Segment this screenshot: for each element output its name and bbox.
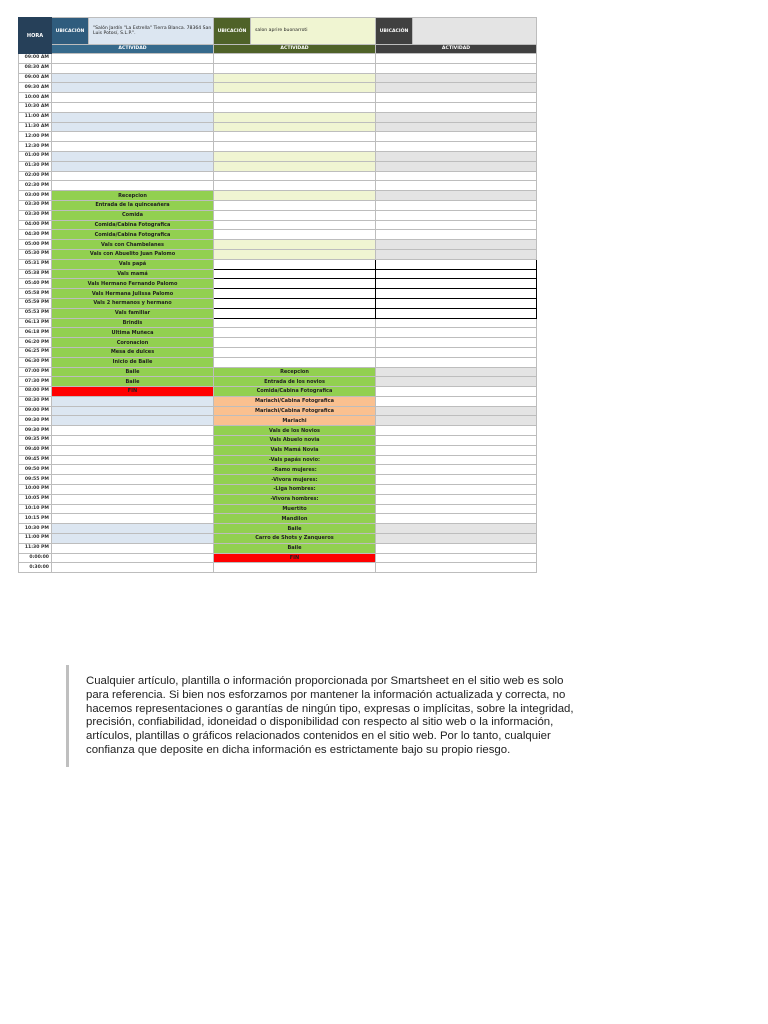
activity-cell-2[interactable]: Vals Mamá Novia — [214, 445, 376, 455]
activity-cell-3[interactable] — [376, 543, 537, 553]
activity-cell-3[interactable] — [376, 181, 537, 191]
activity-cell-1[interactable] — [52, 93, 214, 103]
hora-cell: 09:55 PM — [19, 475, 52, 485]
activity-cell-3[interactable] — [376, 200, 537, 210]
activity-cell-1[interactable] — [52, 181, 214, 191]
activity-cell-2[interactable]: Vals de los Novios — [214, 426, 376, 436]
activity-cell-2[interactable] — [214, 73, 376, 83]
activity-cell-3[interactable] — [376, 357, 537, 367]
activity-cell-1[interactable] — [52, 445, 214, 455]
hora-cell: 12:30 PM — [19, 142, 52, 152]
activity-cell-2[interactable]: Comida/Cabina Fotografica — [214, 387, 376, 397]
activity-cell-1[interactable]: Brindis — [52, 318, 214, 328]
hora-cell: 11:30 PM — [19, 543, 52, 553]
hora-cell: 03:30 PM — [19, 200, 52, 210]
activity-cell-1[interactable]: Vals con Chambelanes — [52, 240, 214, 250]
activity-cell-2[interactable] — [214, 357, 376, 367]
actividad-header-1: ACTIVIDAD — [52, 45, 214, 54]
table-row — [19, 475, 537, 485]
activity-cell-2[interactable] — [214, 112, 376, 122]
activity-cell-1[interactable] — [52, 465, 214, 475]
activity-cell-2[interactable] — [214, 308, 376, 318]
disclaimer-text: Cualquier artículo, plantilla o información proporcionada por Smartsheet en el sitio web es solo para referencia. Si bien nos esforzamos por mantener la información actualizada y correcta, no hacemos representaciones o garantías de ningún tipo, expresas o implícitas, sobre la integridad, precisión, confiabilidad, idoneidad o disponibilidad con respecto al sitio web o la información, artículos, plantillas o gráficos relacionados contenidos en el sitio web. Por lo tanto, cualquier confianza que deposite en dicha información es estrictamente bajo su propio riesgo. — [86, 675, 574, 756]
table-row — [19, 485, 537, 495]
table-row — [19, 142, 537, 152]
hora-cell: 06:30 PM — [19, 357, 52, 367]
activity-cell-2[interactable] — [214, 347, 376, 357]
hora-cell: 09:30 AM — [19, 83, 52, 93]
activity-cell-1[interactable]: Entrada de la quinceañera — [52, 200, 214, 210]
table-row — [19, 318, 537, 328]
activity-cell-3[interactable] — [376, 191, 537, 201]
table-row — [19, 191, 537, 201]
activity-cell-2[interactable] — [214, 122, 376, 132]
activity-cell-3[interactable] — [376, 161, 537, 171]
table-row — [19, 54, 537, 64]
activity-cell-3[interactable] — [376, 83, 537, 93]
actividad-header-2: ACTIVIDAD — [214, 45, 376, 54]
hora-cell: 11:00 PM — [19, 534, 52, 544]
activity-cell-2[interactable] — [214, 298, 376, 308]
activity-cell-1[interactable] — [52, 485, 214, 495]
activity-cell-2[interactable] — [214, 171, 376, 181]
activity-cell-2[interactable] — [214, 259, 376, 269]
table-row — [19, 504, 537, 514]
table-row — [19, 161, 537, 171]
table-row — [19, 524, 537, 534]
hora-cell: 09:30 PM — [19, 426, 52, 436]
activity-cell-3[interactable] — [376, 396, 537, 406]
activity-cell-1[interactable] — [52, 416, 214, 426]
table-row — [19, 377, 537, 387]
activity-cell-1[interactable]: Comida/Cabina Fotografica — [52, 230, 214, 240]
activity-cell-2[interactable]: -Vivora hombres: — [214, 494, 376, 504]
table-row — [19, 543, 537, 553]
activity-cell-3[interactable] — [376, 485, 537, 495]
activity-cell-3[interactable] — [376, 210, 537, 220]
table-row — [19, 298, 537, 308]
activity-cell-1[interactable] — [52, 63, 214, 73]
table-row — [19, 357, 537, 367]
activity-cell-3[interactable] — [376, 436, 537, 446]
activity-cell-3[interactable] — [376, 63, 537, 73]
table-row — [19, 289, 537, 299]
activity-cell-3[interactable] — [376, 328, 537, 338]
table-row — [19, 93, 537, 103]
hora-cell: 05:40 PM — [19, 279, 52, 289]
table-row — [19, 112, 537, 122]
table-row — [19, 259, 537, 269]
activity-cell-3[interactable] — [376, 122, 537, 132]
hora-cell: 10:00 AM — [19, 93, 52, 103]
activity-cell-3[interactable] — [376, 102, 537, 112]
activity-cell-1[interactable] — [52, 112, 214, 122]
table-row — [19, 455, 537, 465]
table-row — [19, 83, 537, 93]
hora-cell: 11:30 AM — [19, 122, 52, 132]
activity-cell-1[interactable] — [52, 494, 214, 504]
activity-cell-1[interactable]: Baile — [52, 367, 214, 377]
hora-cell: 10:30 PM — [19, 524, 52, 534]
table-row — [19, 338, 537, 348]
hora-cell: 10:30 AM — [19, 102, 52, 112]
disclaimer-box — [66, 665, 586, 767]
activity-cell-1[interactable]: Baile — [52, 377, 214, 387]
table-row — [19, 445, 537, 455]
activity-cell-3[interactable] — [376, 445, 537, 455]
table-row — [19, 396, 537, 406]
hora-header: HORA — [19, 18, 52, 54]
table-row — [19, 73, 537, 83]
table-row — [19, 465, 537, 475]
activity-cell-2[interactable]: Carro de Shots y Zanqueros — [214, 534, 376, 544]
hora-cell: 12:00 PM — [19, 132, 52, 142]
table-row — [19, 514, 537, 524]
table-row — [19, 122, 537, 132]
ubicacion-label-3: UBICACIÓN — [376, 18, 413, 45]
activity-cell-2[interactable]: Vals Abuelo novia — [214, 436, 376, 446]
activity-cell-2[interactable]: -Liga hombres: — [214, 485, 376, 495]
activity-cell-3[interactable] — [376, 367, 537, 377]
activity-cell-3[interactable] — [376, 54, 537, 64]
activity-cell-1[interactable] — [52, 553, 214, 563]
activity-cell-2[interactable]: -Vivora mujeres: — [214, 475, 376, 485]
activity-cell-3[interactable] — [376, 426, 537, 436]
activity-cell-3[interactable] — [376, 298, 537, 308]
activity-cell-1[interactable] — [52, 475, 214, 485]
hora-cell: 05:30 PM — [19, 249, 52, 259]
activity-cell-2[interactable]: Baile — [214, 543, 376, 553]
activity-cell-3[interactable] — [376, 387, 537, 397]
activity-cell-1[interactable]: Vals 2 hermanos y hermano — [52, 298, 214, 308]
table-row — [19, 63, 537, 73]
activity-cell-2[interactable] — [214, 318, 376, 328]
activity-cell-1[interactable] — [52, 54, 214, 64]
table-row — [19, 210, 537, 220]
activity-cell-2[interactable] — [214, 220, 376, 230]
activity-cell-3[interactable] — [376, 249, 537, 259]
hora-cell: 0:00:00 — [19, 553, 52, 563]
hora-cell: 01:00 PM — [19, 151, 52, 161]
hora-cell: 08:30 AM — [19, 63, 52, 73]
activity-cell-2[interactable] — [214, 102, 376, 112]
activity-cell-3[interactable] — [376, 524, 537, 534]
hora-cell: 10:00 PM — [19, 485, 52, 495]
activity-cell-1[interactable] — [52, 406, 214, 416]
activity-cell-2[interactable] — [214, 230, 376, 240]
activity-cell-1[interactable]: FIN — [52, 387, 214, 397]
activity-cell-1[interactable]: Vals con Abuelito Juan Palomo — [52, 249, 214, 259]
activity-cell-2[interactable] — [214, 191, 376, 201]
activity-cell-1[interactable]: Recepcion — [52, 191, 214, 201]
table-row — [19, 534, 537, 544]
table-row — [19, 151, 537, 161]
hora-cell: 06:18 PM — [19, 328, 52, 338]
activity-cell-2[interactable] — [214, 54, 376, 64]
activity-cell-1[interactable]: Vals mamá — [52, 269, 214, 279]
hora-cell: 02:00 PM — [19, 171, 52, 181]
table-row — [19, 249, 537, 259]
table-row — [19, 563, 537, 573]
activity-cell-3[interactable] — [376, 93, 537, 103]
activity-cell-1[interactable]: Vals Hermano Fernando Palomo — [52, 279, 214, 289]
table-row — [19, 406, 537, 416]
table-row — [19, 102, 537, 112]
activity-cell-2[interactable]: Recepcion — [214, 367, 376, 377]
activity-cell-1[interactable]: Coronacion — [52, 338, 214, 348]
activity-cell-3[interactable] — [376, 259, 537, 269]
activity-cell-1[interactable]: Vals papá — [52, 259, 214, 269]
activity-cell-3[interactable] — [376, 504, 537, 514]
activity-cell-3[interactable] — [376, 240, 537, 250]
activity-cell-2[interactable] — [214, 200, 376, 210]
activity-cell-1[interactable] — [52, 524, 214, 534]
activity-cell-3[interactable] — [376, 347, 537, 357]
activity-cell-2[interactable]: Mariachi/Cabina Fotografica — [214, 396, 376, 406]
table-row — [19, 308, 537, 318]
activity-cell-2[interactable] — [214, 83, 376, 93]
table-row — [19, 220, 537, 230]
activity-cell-1[interactable] — [52, 426, 214, 436]
activity-cell-3[interactable] — [376, 465, 537, 475]
hora-cell: 09:00 PM — [19, 406, 52, 416]
table-row — [19, 436, 537, 446]
activity-cell-3[interactable] — [376, 289, 537, 299]
table-row — [19, 426, 537, 436]
activity-cell-2[interactable]: -Ramo mujeres: — [214, 465, 376, 475]
hora-cell: 05:00 PM — [19, 240, 52, 250]
hora-cell: 09:50 PM — [19, 465, 52, 475]
table-row — [19, 230, 537, 240]
activity-cell-2[interactable]: Mariachi — [214, 416, 376, 426]
activity-cell-2[interactable] — [214, 210, 376, 220]
hora-cell: 05:53 PM — [19, 308, 52, 318]
activity-cell-1[interactable]: Comida — [52, 210, 214, 220]
activity-cell-1[interactable] — [52, 73, 214, 83]
activity-cell-3[interactable] — [376, 171, 537, 181]
hora-cell: 09:45 PM — [19, 455, 52, 465]
schedule-table — [18, 17, 537, 573]
activity-cell-3[interactable] — [376, 475, 537, 485]
hora-cell: 05:59 PM — [19, 298, 52, 308]
activity-cell-1[interactable] — [52, 142, 214, 152]
hora-cell: 09:35 PM — [19, 436, 52, 446]
hora-cell: 09:00 AM — [19, 73, 52, 83]
actividad-header-3: ACTIVIDAD — [376, 45, 537, 54]
activity-cell-1[interactable] — [52, 132, 214, 142]
activity-cell-3[interactable] — [376, 318, 537, 328]
activity-cell-2[interactable] — [214, 93, 376, 103]
activity-cell-1[interactable] — [52, 83, 214, 93]
activity-cell-1[interactable] — [52, 151, 214, 161]
hora-cell: 08:30 PM — [19, 396, 52, 406]
activity-cell-1[interactable] — [52, 455, 214, 465]
hora-cell: 07:00 PM — [19, 367, 52, 377]
location-1[interactable]: "Salón Jardín "La Estrella" Tierra Blanca. 78364 San Luis Potosí, S.L.P.". — [89, 18, 214, 45]
hora-cell: 09:00 AM — [19, 54, 52, 64]
activity-cell-3[interactable] — [376, 416, 537, 426]
activity-cell-2[interactable]: Mandilon — [214, 514, 376, 524]
activity-cell-1[interactable] — [52, 534, 214, 544]
table-row — [19, 347, 537, 357]
activity-cell-3[interactable] — [376, 514, 537, 524]
hora-cell: 04:30 PM — [19, 230, 52, 240]
activity-cell-1[interactable]: Ultima Muñeca — [52, 328, 214, 338]
hora-cell: 05:38 PM — [19, 269, 52, 279]
table-row — [19, 200, 537, 210]
hora-cell: 04:00 PM — [19, 220, 52, 230]
activity-cell-1[interactable] — [52, 122, 214, 132]
activity-cell-1[interactable]: Inicio de Baile — [52, 357, 214, 367]
activity-cell-2[interactable] — [214, 563, 376, 573]
activity-cell-3[interactable] — [376, 553, 537, 563]
activity-cell-3[interactable] — [376, 377, 537, 387]
activity-cell-3[interactable] — [376, 455, 537, 465]
hora-cell: 06:13 PM — [19, 318, 52, 328]
activity-cell-2[interactable]: -Vals papás novio: — [214, 455, 376, 465]
activity-cell-3[interactable] — [376, 230, 537, 240]
table-row — [19, 181, 537, 191]
hora-cell: 09:40 PM — [19, 445, 52, 455]
activity-cell-3[interactable] — [376, 338, 537, 348]
activity-cell-2[interactable] — [214, 279, 376, 289]
activity-cell-2[interactable]: Entrada de los novios — [214, 377, 376, 387]
activity-cell-3[interactable] — [376, 308, 537, 318]
hora-cell: 10:15 PM — [19, 514, 52, 524]
header-row — [19, 18, 537, 45]
activity-cell-1[interactable] — [52, 161, 214, 171]
activity-cell-1[interactable]: Vals familiar — [52, 308, 214, 318]
ubicacion-label-1: UBICACIÓN — [52, 18, 89, 45]
activity-cell-1[interactable]: Mesa de dulces — [52, 347, 214, 357]
activity-cell-3[interactable] — [376, 534, 537, 544]
activity-cell-3[interactable] — [376, 269, 537, 279]
activity-cell-3[interactable] — [376, 563, 537, 573]
activity-cell-1[interactable] — [52, 396, 214, 406]
activity-cell-3[interactable] — [376, 494, 537, 504]
activity-cell-1[interactable]: Vals Hermana Julissa Palomo — [52, 289, 214, 299]
hora-cell: 10:10 PM — [19, 504, 52, 514]
activity-cell-2[interactable] — [214, 240, 376, 250]
activity-cell-1[interactable]: Comida/Cabina Fotografica — [52, 220, 214, 230]
table-row — [19, 553, 537, 563]
ubicacion-label-2: UBICACIÓN — [214, 18, 251, 45]
table-row — [19, 171, 537, 181]
hora-cell: 08:00 PM — [19, 387, 52, 397]
activity-cell-3[interactable] — [376, 142, 537, 152]
hora-cell: 02:30 PM — [19, 181, 52, 191]
activity-cell-1[interactable] — [52, 102, 214, 112]
activity-cell-2[interactable] — [214, 161, 376, 171]
hora-cell: 11:00 AM — [19, 112, 52, 122]
activity-cell-3[interactable] — [376, 132, 537, 142]
table-row — [19, 328, 537, 338]
subheader-row — [19, 45, 537, 54]
activity-cell-1[interactable] — [52, 514, 214, 524]
activity-cell-2[interactable]: FIN — [214, 553, 376, 563]
activity-cell-2[interactable] — [214, 338, 376, 348]
hora-cell: 03:30 PM — [19, 210, 52, 220]
activity-cell-3[interactable] — [376, 220, 537, 230]
table-row — [19, 132, 537, 142]
hora-cell: 05:58 PM — [19, 289, 52, 299]
activity-cell-2[interactable] — [214, 289, 376, 299]
activity-cell-2[interactable]: Muertito — [214, 504, 376, 514]
hora-cell: 06:25 PM — [19, 347, 52, 357]
activity-cell-3[interactable] — [376, 112, 537, 122]
location-3[interactable] — [413, 18, 537, 45]
activity-cell-2[interactable] — [214, 132, 376, 142]
activity-cell-2[interactable] — [214, 249, 376, 259]
activity-cell-2[interactable] — [214, 269, 376, 279]
table-row — [19, 279, 537, 289]
hora-cell: 05:31 PM — [19, 259, 52, 269]
hora-cell: 07:30 PM — [19, 377, 52, 387]
activity-cell-3[interactable] — [376, 406, 537, 416]
location-2[interactable]: salon aprire buonarroti — [251, 18, 376, 45]
activity-cell-1[interactable] — [52, 436, 214, 446]
hora-cell: 06:20 PM — [19, 338, 52, 348]
table-row — [19, 494, 537, 504]
activity-cell-3[interactable] — [376, 73, 537, 83]
table-row — [19, 269, 537, 279]
activity-cell-1[interactable] — [52, 171, 214, 181]
table-row — [19, 416, 537, 426]
activity-cell-2[interactable] — [214, 142, 376, 152]
table-row — [19, 367, 537, 377]
hora-cell: 01:30 PM — [19, 161, 52, 171]
hora-cell: 03:00 PM — [19, 191, 52, 201]
activity-cell-2[interactable]: Baile — [214, 524, 376, 534]
activity-cell-3[interactable] — [376, 151, 537, 161]
activity-cell-2[interactable] — [214, 151, 376, 161]
activity-cell-1[interactable] — [52, 563, 214, 573]
table-row — [19, 240, 537, 250]
activity-cell-3[interactable] — [376, 279, 537, 289]
activity-cell-1[interactable] — [52, 504, 214, 514]
activity-cell-2[interactable]: Mariachi/Cabina Fotografica — [214, 406, 376, 416]
activity-cell-2[interactable] — [214, 181, 376, 191]
activity-cell-2[interactable] — [214, 63, 376, 73]
hora-cell: 10:05 PM — [19, 494, 52, 504]
hora-cell: 0:30:00 — [19, 563, 52, 573]
hora-cell: 09:30 PM — [19, 416, 52, 426]
table-row — [19, 387, 537, 397]
activity-cell-2[interactable] — [214, 328, 376, 338]
activity-cell-1[interactable] — [52, 543, 214, 553]
